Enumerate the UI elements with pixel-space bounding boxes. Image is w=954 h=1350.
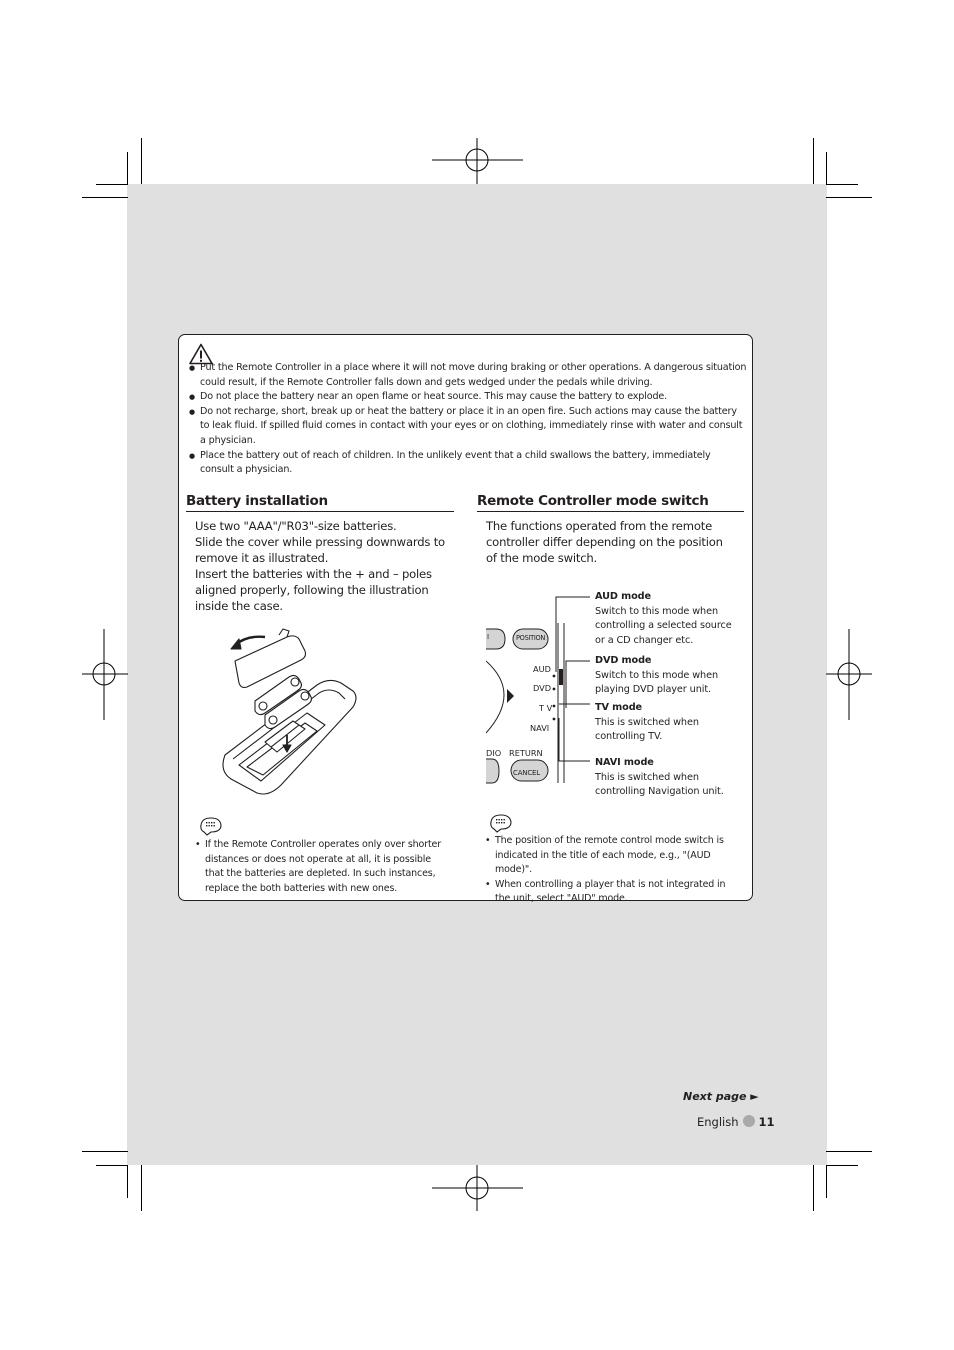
battery-line: Insert the batteries with the + and – poles aligned properly, following the illustration inside the case. bbox=[195, 567, 432, 613]
page-footer bbox=[697, 1115, 775, 1129]
mode-title: TV mode bbox=[595, 702, 643, 713]
crop-mark bbox=[813, 1165, 814, 1211]
mode-switch-section-title: Remote Controller mode switch bbox=[477, 493, 744, 512]
language-label: English bbox=[697, 1115, 739, 1129]
mode-title: DVD mode bbox=[595, 655, 652, 666]
mode-dvd bbox=[595, 654, 735, 698]
note-item: • If the Remote Controller operates only over shorter distances or does not operate at all, it is possible that the batteries are depleted. In such instances, replace the both batteries with new ones. bbox=[195, 838, 447, 896]
crop-mark bbox=[96, 1165, 128, 1166]
battery-line: Use two "AAA"/"R03"-size batteries. bbox=[195, 519, 397, 533]
registration-mark bbox=[432, 1165, 523, 1211]
switch-label-navi: NAVI bbox=[530, 723, 550, 733]
label-dio: DIO bbox=[486, 748, 502, 758]
note-icon bbox=[200, 816, 222, 836]
warning-list bbox=[189, 361, 747, 478]
note-icon bbox=[490, 813, 512, 833]
switch-label-tv: T V bbox=[539, 703, 553, 713]
mode-title: NAVI mode bbox=[595, 757, 654, 768]
crop-mark bbox=[826, 1165, 827, 1198]
cancel-button: CANCEL bbox=[513, 769, 540, 777]
crop-mark bbox=[96, 184, 128, 185]
crop-mark bbox=[813, 138, 814, 184]
crop-mark bbox=[826, 152, 827, 185]
crop-mark bbox=[826, 1165, 858, 1166]
registration-mark bbox=[432, 138, 523, 184]
crop-mark bbox=[127, 1165, 128, 1198]
battery-section-title: Battery installation bbox=[186, 493, 454, 512]
battery-notes bbox=[195, 838, 447, 896]
battery-instructions bbox=[195, 518, 457, 614]
mode-description: This is switched when controlling TV. bbox=[595, 716, 699, 743]
separator-dot bbox=[743, 1115, 755, 1127]
warning-item: ● Do not recharge, short, break up or heat the battery or place it in an open fire. Such actions may cause the battery to leak fluid. If spilled fluid comes in contact with your eyes or on clothing, immediately rinse with water and consult a physician. bbox=[189, 405, 747, 449]
mode-switch-notes bbox=[485, 834, 743, 907]
label-return: RETURN bbox=[509, 748, 543, 758]
mode-description: Switch to this mode when playing DVD player unit. bbox=[595, 669, 718, 696]
crop-mark bbox=[826, 1151, 872, 1152]
registration-mark bbox=[82, 629, 128, 720]
crop-mark bbox=[826, 197, 872, 198]
crop-mark bbox=[127, 152, 128, 185]
mode-navi bbox=[595, 756, 735, 800]
crop-mark bbox=[141, 1165, 142, 1211]
position-button: POSITION bbox=[516, 634, 545, 642]
battery-line: Slide the cover while pressing downwards to remove it as illustrated. bbox=[195, 535, 445, 565]
warning-item: ● Place the battery out of reach of children. In the unlikely event that a child swallows the battery, immediately consult a physician. bbox=[189, 449, 747, 478]
mode-switch-intro: The functions operated from the remote controller differ depending on the position of the mode switch. bbox=[486, 519, 723, 565]
mode-tv bbox=[595, 701, 715, 745]
page-number: 11 bbox=[758, 1115, 775, 1129]
mode-description: Switch to this mode when controlling a selected source or a CD changer etc. bbox=[595, 605, 732, 646]
crop-mark bbox=[141, 138, 142, 184]
crop-mark bbox=[82, 1151, 128, 1152]
switch-label-aud: AUD bbox=[533, 664, 551, 674]
mode-aud bbox=[595, 590, 735, 648]
switch-label-dvd: DVD bbox=[533, 683, 552, 693]
mode-leader-lines bbox=[549, 590, 594, 770]
next-page-link[interactable]: Next page ► bbox=[683, 1090, 759, 1103]
warning-item: ● Do not place the battery near an open flame or heat source. This may cause the battery to explode. bbox=[189, 390, 747, 405]
battery-installation-illustration bbox=[217, 625, 367, 800]
warning-item: ● Put the Remote Controller in a place where it will not move during braking or other operations. A dangerous situation could result, if the Remote Controller falls down and gets wedged under the pedals while driving. bbox=[189, 361, 747, 390]
note-item: • When controlling a player that is not integrated in the unit, select "AUD" mode. bbox=[485, 878, 743, 907]
note-item: • The position of the remote control mode switch is indicated in the title of each mode, e.g., "(AUD mode)". bbox=[485, 834, 743, 878]
crop-mark bbox=[82, 197, 128, 198]
crop-mark bbox=[826, 184, 858, 185]
content-box bbox=[178, 334, 753, 904]
mode-description: This is switched when controlling Navigation unit. bbox=[595, 771, 724, 798]
mode-title: AUD mode bbox=[595, 591, 651, 602]
button-label-partial: I bbox=[487, 633, 490, 641]
registration-mark bbox=[826, 629, 872, 720]
